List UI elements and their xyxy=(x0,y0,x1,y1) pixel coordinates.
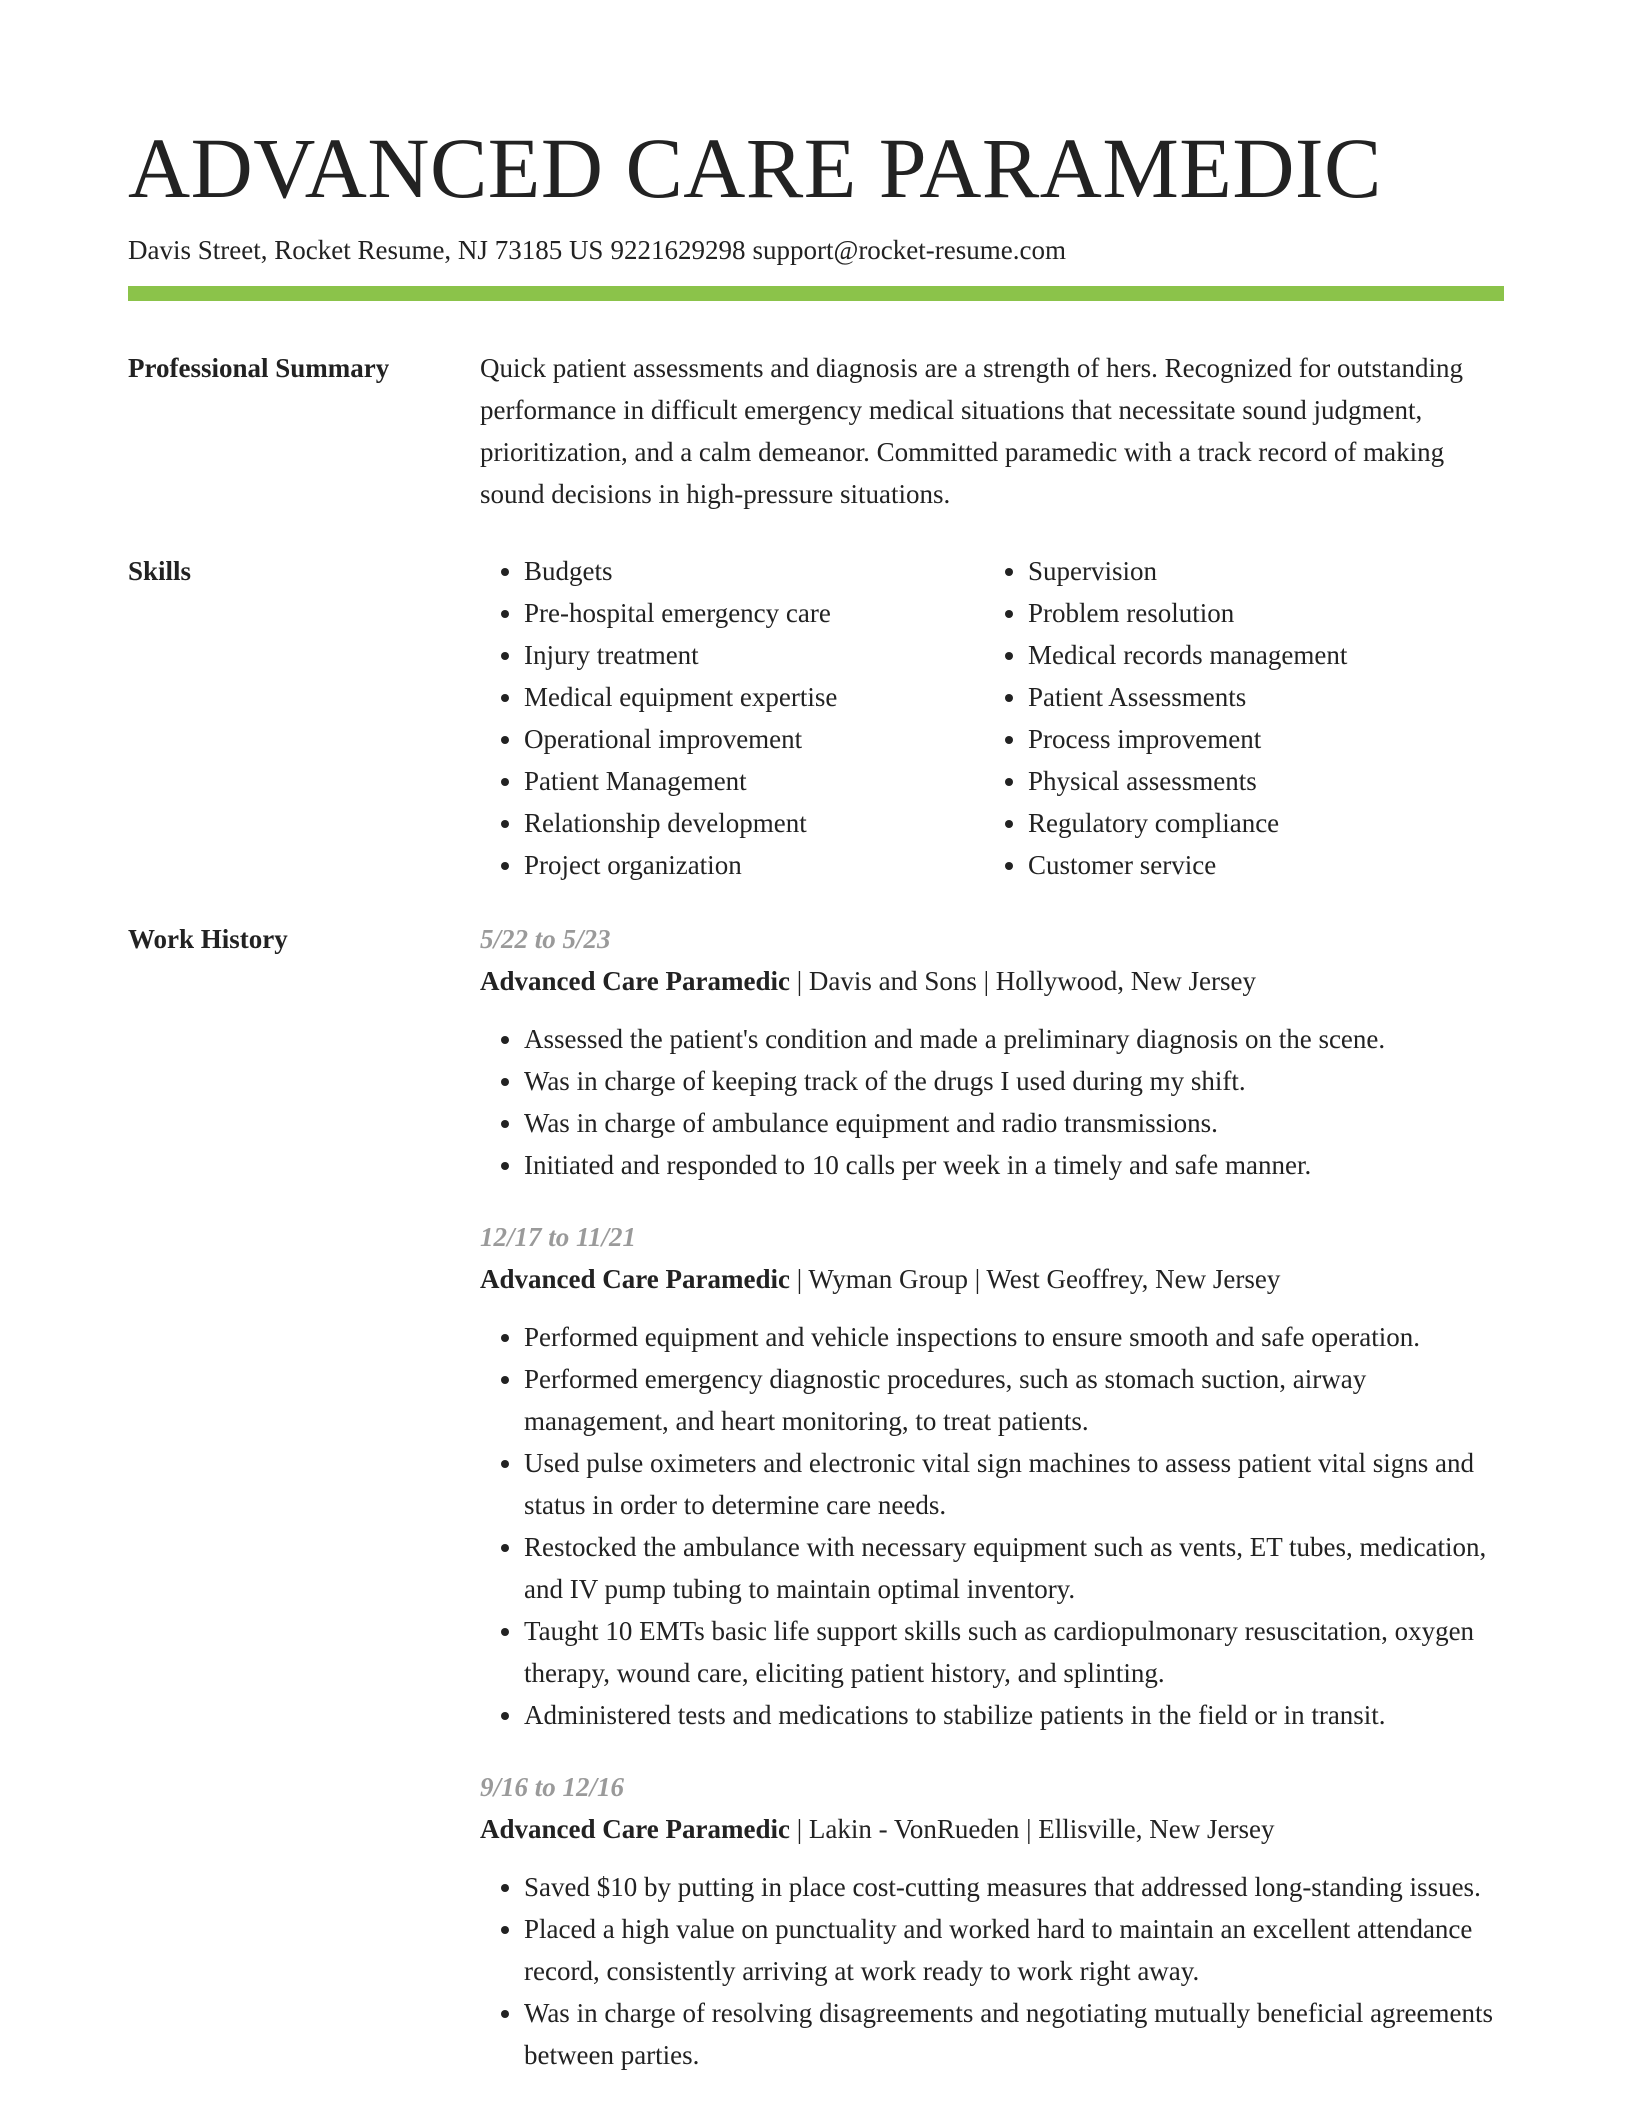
work-history-body xyxy=(480,918,1504,2076)
job-separator: | xyxy=(967,1264,987,1294)
summary-text: Quick patient assessments and diagnosis are a strength of hers. Recognized for outstanding performance in difficult emergency medical situations that necessitate sound judgment, prioritization, and a calm demeanor. Committed paramedic with a track record of making sound decisions in high-pressure situations. xyxy=(480,353,1464,509)
summary-label: Professional Summary xyxy=(128,353,390,383)
skill-item: • Customer service xyxy=(1028,844,1488,886)
job-location: Hollywood, New Jersey xyxy=(995,966,1256,996)
job-bullets xyxy=(480,1018,1504,1186)
accent-divider xyxy=(128,286,1504,301)
contact-phone: 9221629298 xyxy=(610,235,746,265)
job-title: Advanced Care Paramedic xyxy=(480,1814,790,1844)
job-location: West Geoffrey, New Jersey xyxy=(986,1264,1281,1294)
job-bullets xyxy=(480,1866,1504,2076)
skill-item: • Supervision xyxy=(1028,550,1488,592)
job-title-line xyxy=(480,1258,1504,1300)
job-dates: 12/17 to 11/21 xyxy=(480,1222,637,1252)
job-company: Davis and Sons xyxy=(808,966,977,996)
job-bullet: • Used pulse oximeters and electronic vital sign machines to assess patient vital signs and status in order to determine care needs. xyxy=(524,1442,1504,1526)
skill-item: • Patient Management xyxy=(524,760,984,802)
job-bullet: • Placed a high value on punctuality and worked hard to maintain an excellent attendance record, consistently arriving at work ready to work right away. xyxy=(524,1908,1504,1992)
skill-item: • Patient Assessments xyxy=(1028,676,1488,718)
skills-body xyxy=(480,550,1504,886)
job-entry xyxy=(480,918,1504,1186)
job-separator: | xyxy=(789,1814,809,1844)
skill-item: • Injury treatment xyxy=(524,634,984,676)
skill-item: • Medical records management xyxy=(1028,634,1488,676)
skills-list-left xyxy=(480,550,984,886)
skill-item: • Relationship development xyxy=(524,802,984,844)
job-separator: | xyxy=(789,966,809,996)
summary-body xyxy=(480,347,1504,515)
skills-columns xyxy=(480,550,1504,886)
job-company: Wyman Group xyxy=(808,1264,968,1294)
job-company: Lakin - VonRueden xyxy=(808,1814,1020,1844)
job-bullet: • Restocked the ambulance with necessary equipment such as vents, ET tubes, medication, and IV pump tubing to maintain optimal inventory. xyxy=(524,1526,1504,1610)
job-bullet: • Initiated and responded to 10 calls per week in a timely and safe manner. xyxy=(524,1144,1504,1186)
job-bullet: • Administered tests and medications to stabilize patients in the field or in transit. xyxy=(524,1694,1504,1736)
skill-item: • Problem resolution xyxy=(1028,592,1488,634)
job-bullet: • Taught 10 EMTs basic life support skills such as cardiopulmonary resuscitation, oxygen therapy, wound care, eliciting patient history, and splinting. xyxy=(524,1610,1504,1694)
job-separator: | xyxy=(1019,1814,1039,1844)
job-bullet: • Performed emergency diagnostic procedures, such as stomach suction, airway management, and heart monitoring, to treat patients. xyxy=(524,1358,1504,1442)
skill-item: • Pre-hospital emergency care xyxy=(524,592,984,634)
skill-item: • Operational improvement xyxy=(524,718,984,760)
skills-list-right xyxy=(984,550,1488,886)
skill-item: • Physical assessments xyxy=(1028,760,1488,802)
job-title: Advanced Care Paramedic xyxy=(480,1264,790,1294)
work-history-label: Work History xyxy=(128,924,288,954)
job-separator: | xyxy=(789,1264,809,1294)
job-location: Ellisville, New Jersey xyxy=(1038,1814,1275,1844)
job-bullet: • Was in charge of keeping track of the drugs I used during my shift. xyxy=(524,1060,1504,1102)
job-bullet: • Performed equipment and vehicle inspections to ensure smooth and safe operation. xyxy=(524,1316,1504,1358)
contact-email: support@rocket-resume.com xyxy=(752,235,1066,265)
job-bullet: • Was in charge of ambulance equipment and radio transmissions. xyxy=(524,1102,1504,1144)
job-dates: 5/22 to 5/23 xyxy=(480,924,611,954)
job-bullet: • Assessed the patient's condition and made a preliminary diagnosis on the scene. xyxy=(524,1018,1504,1060)
job-entry xyxy=(480,1766,1504,2076)
job-dates: 9/16 to 12/16 xyxy=(480,1772,625,1802)
job-entry xyxy=(480,1216,1504,1736)
job-separator: | xyxy=(976,966,996,996)
skill-item: • Process improvement xyxy=(1028,718,1488,760)
job-title-line xyxy=(480,960,1504,1002)
contact-address: Davis Street, Rocket Resume, NJ 73185 US xyxy=(128,235,604,265)
skill-item: • Regulatory compliance xyxy=(1028,802,1488,844)
job-bullets xyxy=(480,1316,1504,1736)
skill-item: • Medical equipment expertise xyxy=(524,676,984,718)
job-title: Advanced Care Paramedic xyxy=(480,966,790,996)
skills-label: Skills xyxy=(128,556,192,586)
skill-item: • Project organization xyxy=(524,844,984,886)
contact-line xyxy=(128,230,1066,270)
resume-name-heading: ADVANCED CARE PARAMEDIC xyxy=(128,120,1382,216)
skill-item: • Budgets xyxy=(524,550,984,592)
job-bullet: • Was in charge of resolving disagreements and negotiating mutually beneficial agreements between parties. xyxy=(524,1992,1504,2076)
job-title-line xyxy=(480,1808,1504,1850)
job-bullet: • Saved $10 by putting in place cost-cutting measures that addressed long-standing issues. xyxy=(524,1866,1504,1908)
